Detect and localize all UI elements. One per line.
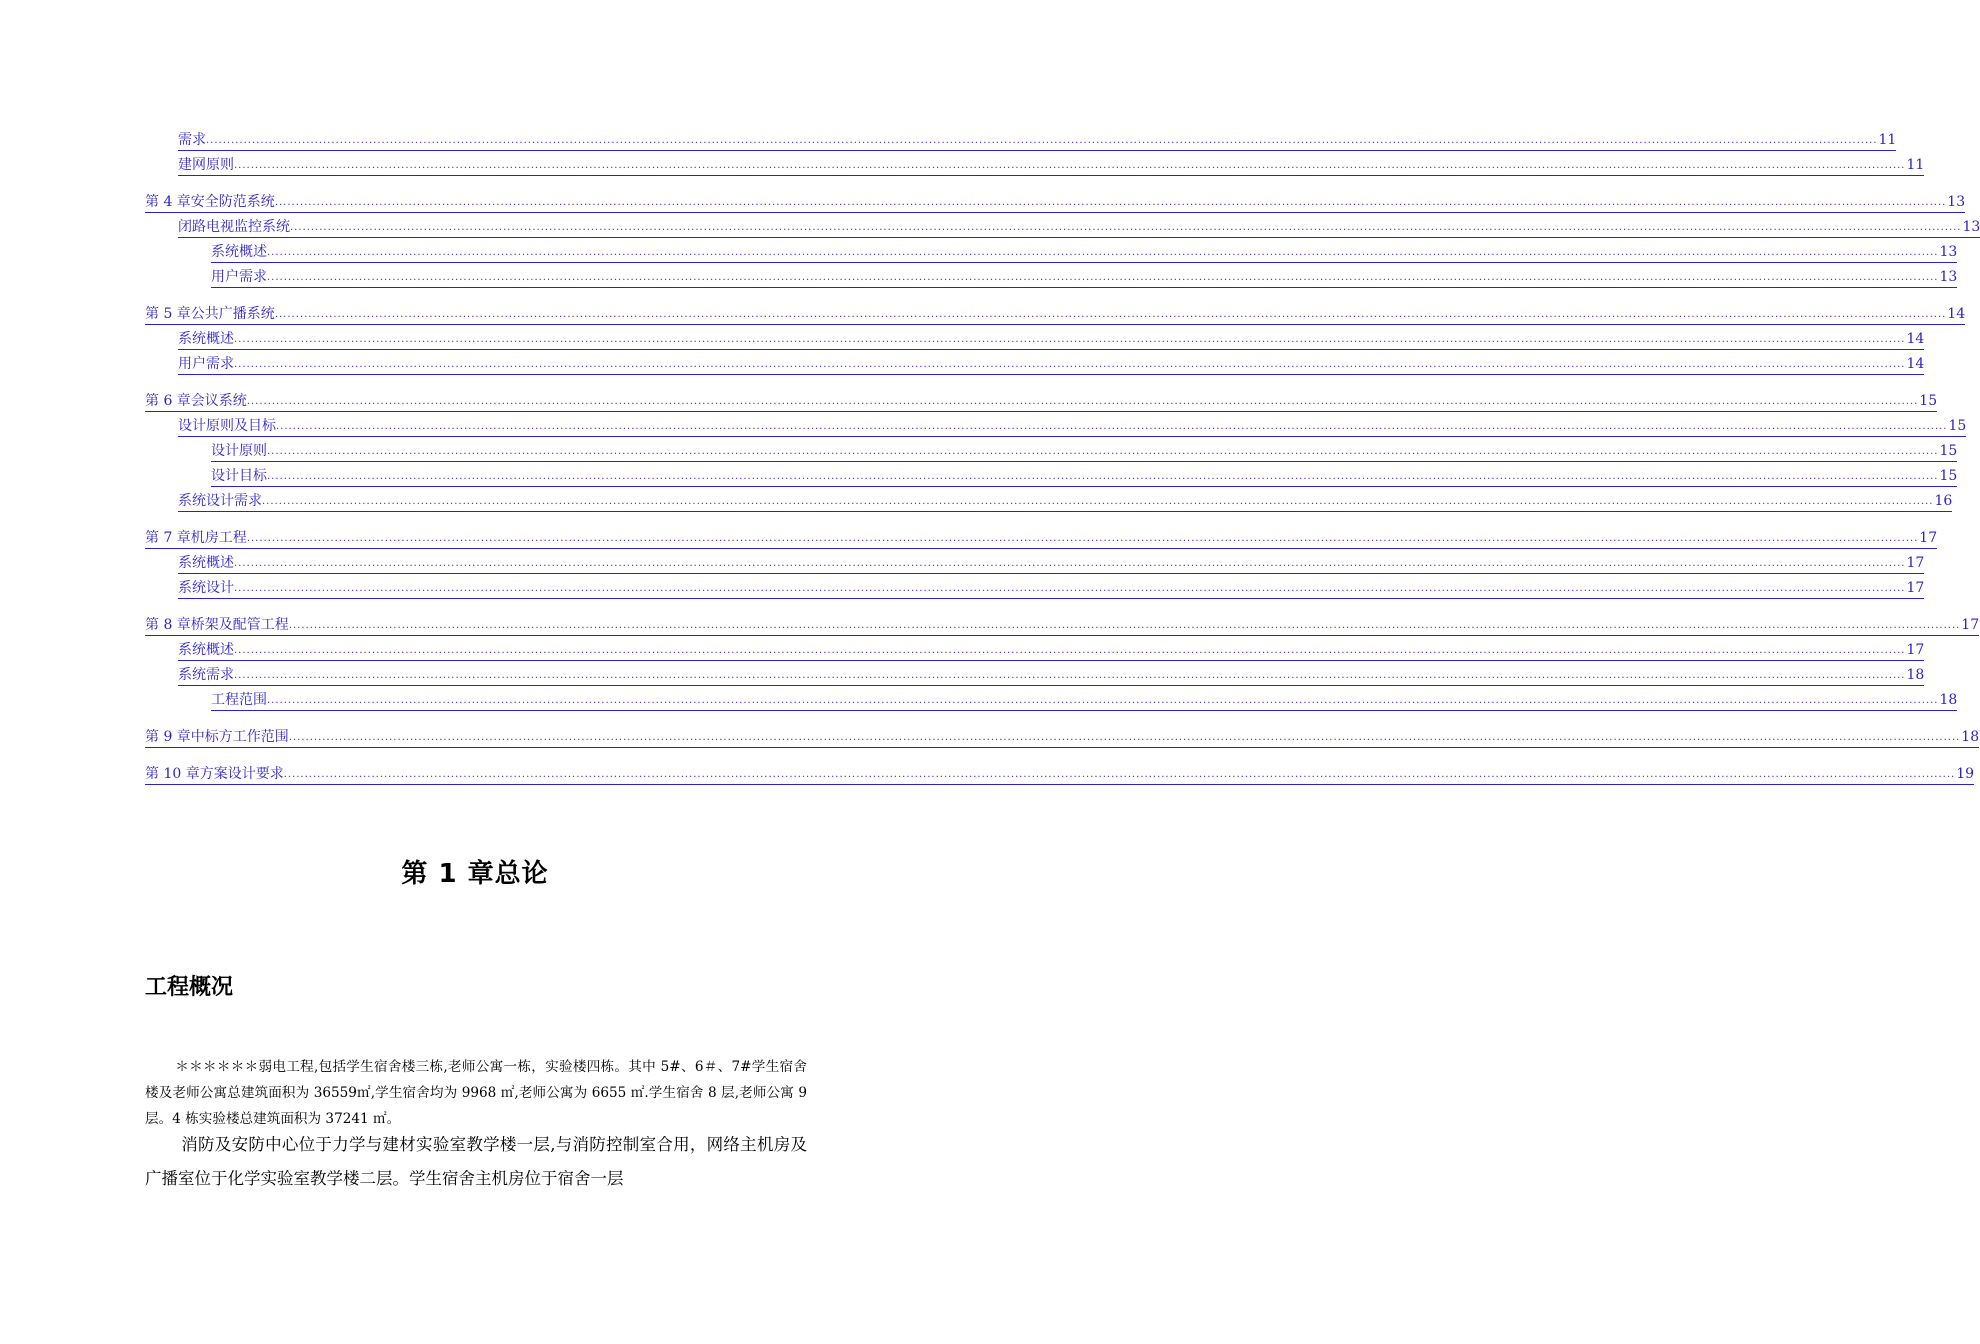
- toc-entry[interactable]: [145, 487, 1953, 512]
- toc-leader-dots: ................................................................................................................................................................................................................................................................................................................................................................................................................: [234, 155, 1905, 176]
- toc-leader-dots: ................................................................................................................................................................................................................................................................................................................................................................................................................: [275, 304, 1946, 325]
- toc-entry-label[interactable]: 需求: [178, 130, 206, 151]
- toc-leader-dots: ................................................................................................................................................................................................................................................................................................................................................................................................................: [234, 329, 1905, 350]
- body-paragraph: [145, 1128, 807, 1196]
- toc-entry-page[interactable]: 17: [1918, 528, 1937, 549]
- toc-entry-page[interactable]: 15: [1938, 441, 1957, 462]
- paragraph-text: 消防及安防中心位于力学与建材实验室教学楼一层,与消防控制室合用，网络主机房及广播室位于化学实验室教学楼二层。学生宿舍主机房位于宿舍一层: [145, 1135, 807, 1188]
- toc-entry[interactable]: [145, 462, 1958, 487]
- toc-entry-page[interactable]: 17: [1905, 553, 1924, 574]
- toc-leader-dots: ................................................................................................................................................................................................................................................................................................................................................................................................................: [234, 640, 1905, 661]
- toc-entry[interactable]: [145, 760, 1975, 785]
- toc-entry-page[interactable]: 11: [1905, 155, 1924, 176]
- toc-entry-page[interactable]: 17: [1905, 640, 1924, 661]
- toc-leader-dots: ................................................................................................................................................................................................................................................................................................................................................................................................................: [206, 130, 1877, 151]
- body-paragraph: [145, 1054, 807, 1132]
- toc-entry-page[interactable]: 18: [1905, 665, 1924, 686]
- toc-entry-page[interactable]: 15: [1947, 416, 1966, 437]
- toc-leader-dots: ................................................................................................................................................................................................................................................................................................................................................................................................................: [247, 528, 1918, 549]
- toc-entry-label[interactable]: 系统概述: [211, 242, 267, 263]
- toc-entry-page[interactable]: 16: [1933, 491, 1952, 512]
- toc-entry-label[interactable]: 第 8 章桥架及配管工程: [145, 615, 289, 636]
- toc-leader-dots: ................................................................................................................................................................................................................................................................................................................................................................................................................: [267, 267, 1938, 288]
- section-title: 工程概况: [145, 975, 234, 1000]
- toc-entry-label[interactable]: 建网原则: [178, 155, 234, 176]
- toc-entry[interactable]: [145, 213, 1980, 238]
- toc-entry-label[interactable]: 用户需求: [178, 354, 234, 375]
- toc-entry-label[interactable]: 系统概述: [178, 329, 234, 350]
- toc-entry-label[interactable]: 设计目标: [211, 466, 267, 487]
- toc-entry-label[interactable]: 系统需求: [178, 665, 234, 686]
- toc-entry-page[interactable]: 14: [1905, 329, 1924, 350]
- toc-entry-page[interactable]: 13: [1938, 267, 1957, 288]
- toc-entry[interactable]: [145, 325, 1925, 350]
- toc-entry[interactable]: [145, 574, 1925, 599]
- toc-entry-page[interactable]: 13: [1961, 217, 1980, 238]
- toc-entry-label[interactable]: 第 9 章中标方工作范围: [145, 727, 289, 748]
- toc-entry[interactable]: [145, 549, 1925, 574]
- toc-entry-label[interactable]: 第 6 章会议系统: [145, 391, 247, 412]
- toc-leader-dots: ................................................................................................................................................................................................................................................................................................................................................................................................................: [262, 491, 1933, 512]
- toc-entry-page[interactable]: 15: [1938, 466, 1957, 487]
- toc-entry-page[interactable]: 19: [1955, 764, 1974, 785]
- toc-leader-dots: ................................................................................................................................................................................................................................................................................................................................................................................................................: [289, 727, 1960, 748]
- toc-leader-dots: ................................................................................................................................................................................................................................................................................................................................................................................................................: [290, 217, 1961, 238]
- toc-entry-label[interactable]: 设计原则及目标: [178, 416, 276, 437]
- toc-leader-dots: ................................................................................................................................................................................................................................................................................................................................................................................................................: [234, 665, 1905, 686]
- toc-entry-page[interactable]: 14: [1905, 354, 1924, 375]
- toc-leader-dots: ................................................................................................................................................................................................................................................................................................................................................................................................................: [247, 391, 1918, 412]
- toc-leader-dots: ................................................................................................................................................................................................................................................................................................................................................................................................................: [234, 354, 1905, 375]
- toc-entry-label[interactable]: 第 10 章方案设计要求: [145, 764, 284, 785]
- toc-entry-label[interactable]: 闭路电视监控系统: [178, 217, 290, 238]
- toc-leader-dots: ................................................................................................................................................................................................................................................................................................................................................................................................................: [284, 764, 1955, 785]
- toc-entry[interactable]: [145, 387, 1938, 412]
- toc-leader-dots: ................................................................................................................................................................................................................................................................................................................................................................................................................: [275, 192, 1946, 213]
- toc-entry-label[interactable]: 第 4 章安全防范系统: [145, 192, 275, 213]
- toc-entry[interactable]: [145, 686, 1958, 711]
- toc-entry-page[interactable]: 13: [1938, 242, 1957, 263]
- toc-entry-label[interactable]: 第 7 章机房工程: [145, 528, 247, 549]
- toc-entry[interactable]: [145, 350, 1925, 375]
- toc-entry[interactable]: [145, 412, 1967, 437]
- toc-leader-dots: ................................................................................................................................................................................................................................................................................................................................................................................................................: [267, 242, 1938, 263]
- toc-entry[interactable]: [145, 151, 1925, 176]
- paragraph-text: ＊＊＊＊＊＊弱电工程,包括学生宿舍楼三栋,老师公寓一栋，实验楼四栋。其中 5#、6＃、7#学生宿舍楼及老师公寓总建筑面积为 36559㎡,学生宿舍均为 9968 ㎡,老师公寓为 6655 ㎡.学生宿舍 8 层,老师公寓 9 层。4 栋实验楼总建筑面积为 37241 ㎡。: [145, 1059, 807, 1127]
- toc-entry-page[interactable]: 13: [1946, 192, 1965, 213]
- toc-leader-dots: ................................................................................................................................................................................................................................................................................................................................................................................................................: [234, 553, 1905, 574]
- toc-entry-label[interactable]: 设计原则: [211, 441, 267, 462]
- table-of-contents: [145, 126, 1980, 785]
- toc-entry-label[interactable]: 系统设计需求: [178, 491, 262, 512]
- toc-entry[interactable]: [145, 636, 1925, 661]
- toc-leader-dots: ................................................................................................................................................................................................................................................................................................................................................................................................................: [276, 416, 1947, 437]
- toc-entry-page[interactable]: 18: [1938, 690, 1957, 711]
- toc-entry-page[interactable]: 15: [1918, 391, 1937, 412]
- toc-entry-label[interactable]: 系统概述: [178, 553, 234, 574]
- toc-entry[interactable]: [145, 300, 1966, 325]
- toc-entry-label[interactable]: 系统设计: [178, 578, 234, 599]
- toc-entry-label[interactable]: 工程范围: [211, 690, 267, 711]
- toc-entry-label[interactable]: 系统概述: [178, 640, 234, 661]
- toc-entry-page[interactable]: 17: [1960, 615, 1979, 636]
- toc-leader-dots: ................................................................................................................................................................................................................................................................................................................................................................................................................: [234, 578, 1905, 599]
- toc-entry[interactable]: [145, 126, 1897, 151]
- toc-entry-label[interactable]: 用户需求: [211, 267, 267, 288]
- toc-entry-page[interactable]: 14: [1946, 304, 1965, 325]
- toc-entry-page[interactable]: 18: [1960, 727, 1979, 748]
- toc-entry[interactable]: [145, 238, 1958, 263]
- chapter-title: 第 1 章总论: [401, 859, 549, 889]
- toc-entry[interactable]: [145, 263, 1958, 288]
- toc-entry-page[interactable]: 11: [1877, 130, 1896, 151]
- toc-leader-dots: ................................................................................................................................................................................................................................................................................................................................................................................................................: [267, 466, 1938, 487]
- toc-entry[interactable]: [145, 188, 1966, 213]
- toc-entry[interactable]: [145, 723, 1980, 748]
- toc-entry[interactable]: [145, 661, 1925, 686]
- toc-entry-label[interactable]: 第 5 章公共广播系统: [145, 304, 275, 325]
- toc-entry[interactable]: [145, 611, 1980, 636]
- toc-leader-dots: ................................................................................................................................................................................................................................................................................................................................................................................................................: [289, 615, 1960, 636]
- toc-entry-page[interactable]: 17: [1905, 578, 1924, 599]
- toc-entry[interactable]: [145, 437, 1958, 462]
- toc-leader-dots: ................................................................................................................................................................................................................................................................................................................................................................................................................: [267, 690, 1938, 711]
- toc-leader-dots: ................................................................................................................................................................................................................................................................................................................................................................................................................: [267, 441, 1938, 462]
- toc-entry[interactable]: [145, 524, 1938, 549]
